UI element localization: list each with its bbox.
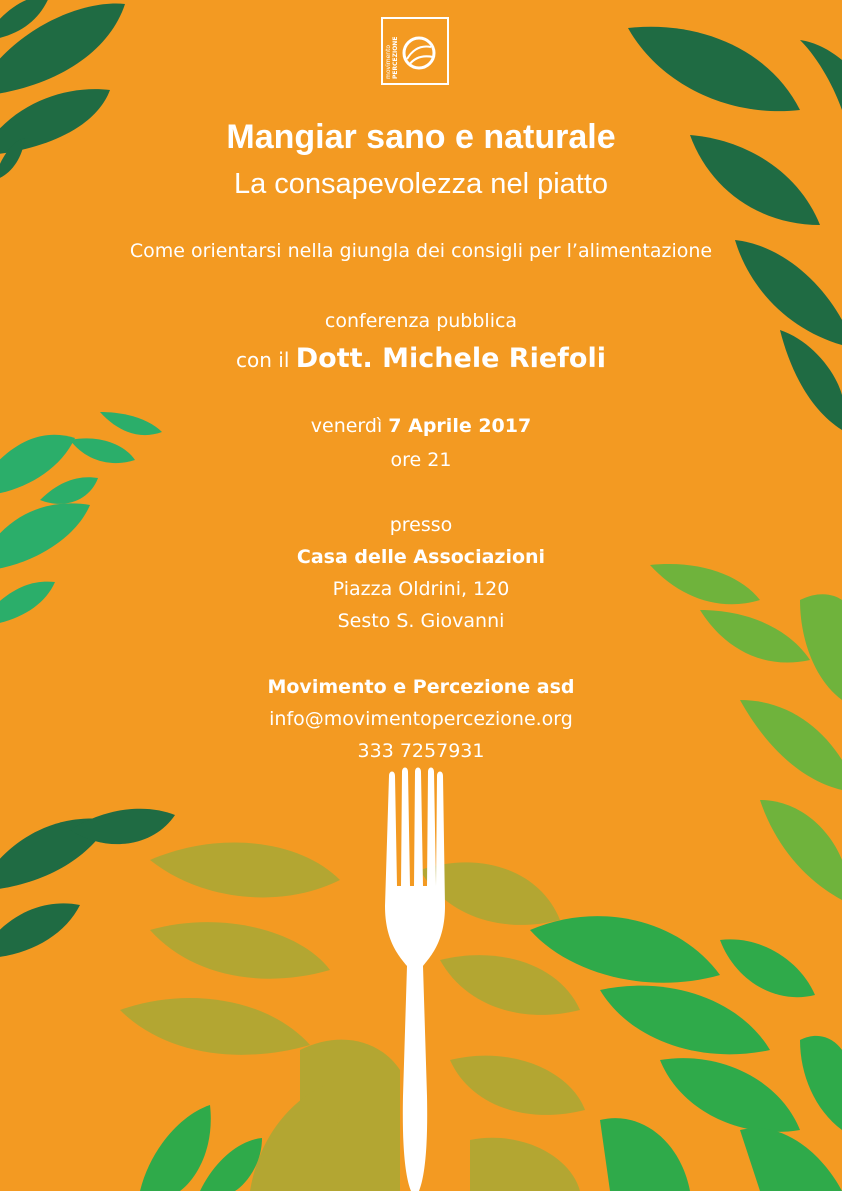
- leaf-branch-bottom-left: [0, 809, 175, 958]
- fork-icon: [381, 766, 451, 1191]
- organizer-email[interactable]: info@movimentopercezione.org: [269, 708, 573, 730]
- venue-name: Casa delle Associazioni: [296, 546, 546, 568]
- venue-city: Sesto S. Giovanni: [337, 610, 505, 632]
- movimento-percezione-logo-icon: [383, 19, 447, 83]
- venue-prefix: presso: [389, 514, 453, 536]
- event-type: conferenza pubblica: [324, 310, 518, 332]
- date-prefix: venerdì: [310, 415, 383, 437]
- organization-logo: [381, 17, 449, 85]
- event-date-line: [0, 415, 842, 437]
- event-title: Mangiar sano e naturale: [226, 118, 616, 156]
- organizer-name: Movimento e Percezione asd: [267, 676, 575, 698]
- speaker-line: [0, 343, 842, 374]
- speaker-prefix: con il: [236, 348, 290, 372]
- event-tagline: Come orientarsi nella giungla dei consigli per l’alimentazione: [129, 240, 713, 262]
- logo-text-line2: PERCEZIONE: [392, 36, 399, 79]
- event-time: ore 21: [390, 449, 452, 471]
- event-date: 7 Aprile 2017: [388, 415, 532, 437]
- speaker-name: Dott. Michele Riefoli: [295, 343, 606, 374]
- organizer-phone[interactable]: 333 7257931: [357, 740, 485, 762]
- event-subtitle: La consapevolezza nel piatto: [233, 168, 609, 200]
- logo-text-line1: movimento: [385, 44, 392, 79]
- venue-street: Piazza Oldrini, 120: [332, 578, 510, 600]
